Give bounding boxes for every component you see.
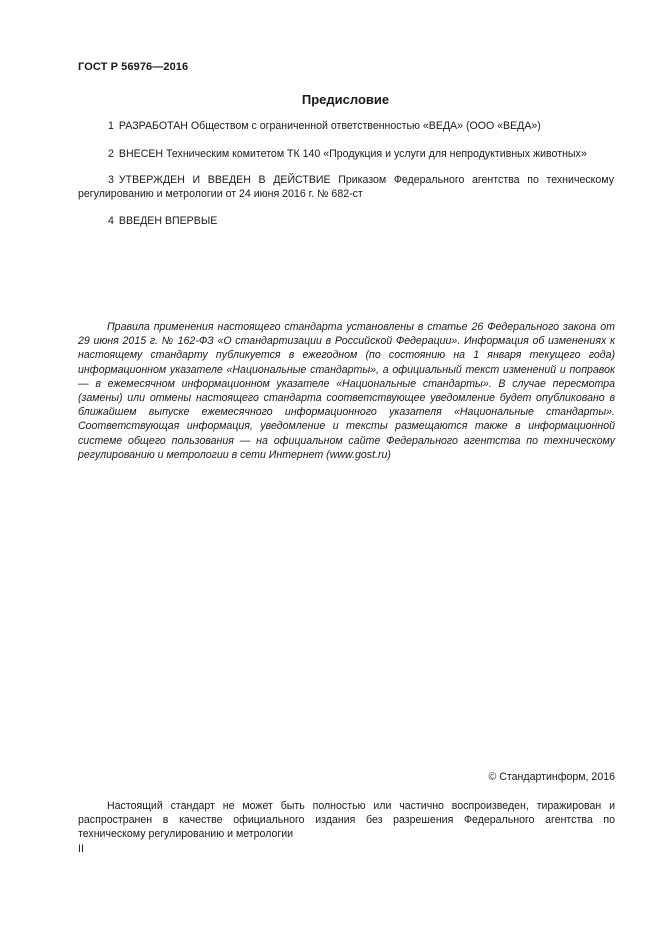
foreword-item-1 [78,119,614,133]
copyright-notice: © Стандартинформ, 2016 [488,771,615,783]
item-number: 1 [108,120,114,132]
item-number: 2 [108,148,114,160]
document-header: ГОСТ Р 56976—2016 [78,61,189,73]
foreword-item-2 [78,147,614,161]
foreword-item-4 [78,214,614,228]
item-text: ВНЕСЕН Техническим комитетом ТК 140 «Продукция и услуги для непродуктивных животных» [118,148,587,160]
reproduction-notice: Настоящий стандарт не может быть полностью или частично воспроизведен, тиражирован и распространен в качестве официального издания без разрешения Федерального агентства по техническому регулированию и метрологии [78,800,615,840]
page-title: Предисловие [301,92,390,107]
item-number: 3 [108,174,114,186]
item-text: РАЗРАБОТАН Обществом с ограниченной ответственностью «ВЕДА» (ООО «ВЕДА») [118,120,541,132]
page-number: II [78,843,84,855]
item-number: 4 [108,215,114,227]
item-text: УТВЕРЖДЕН И ВВЕДЕН В ДЕЙСТВИЕ Приказом Федерального агентства по техническому регулированию и метрологии от 24 июня 2016 г. № 682-ст [78,174,614,200]
item-text: ВВЕДЕН ВПЕРВЫЕ [118,215,218,227]
foreword-item-3 [78,173,614,201]
standard-rules-note: Правила применения настоящего стандарта установлены в статье 26 Федерального закона от 29 июня 2015 г. № 162-ФЗ «О стандартизации в Российской Федерации». Информация об изменениях к настоящему стандарту публикуется в ежегодном (по состоянию на 1 января текущего года) информационном указателе «Национальные стандарты», а официальный текст изменений и поправок — в ежемесячном информационном указателе «Национальные стандарты». В случае пересмотра (замены) или отмены настоящего стандарта соответствующее уведомление будет опубликовано в ближайшем выпуске ежемесячного информационного указателя «Национальные стандарты». Соответствующая информация, уведомление и тексты размещаются также в информационной системе общего пользования — на официальном сайте Федерального агентства по техническому регулированию и метрологии в сети Интернет (www.gost.ru) [78,321,615,461]
